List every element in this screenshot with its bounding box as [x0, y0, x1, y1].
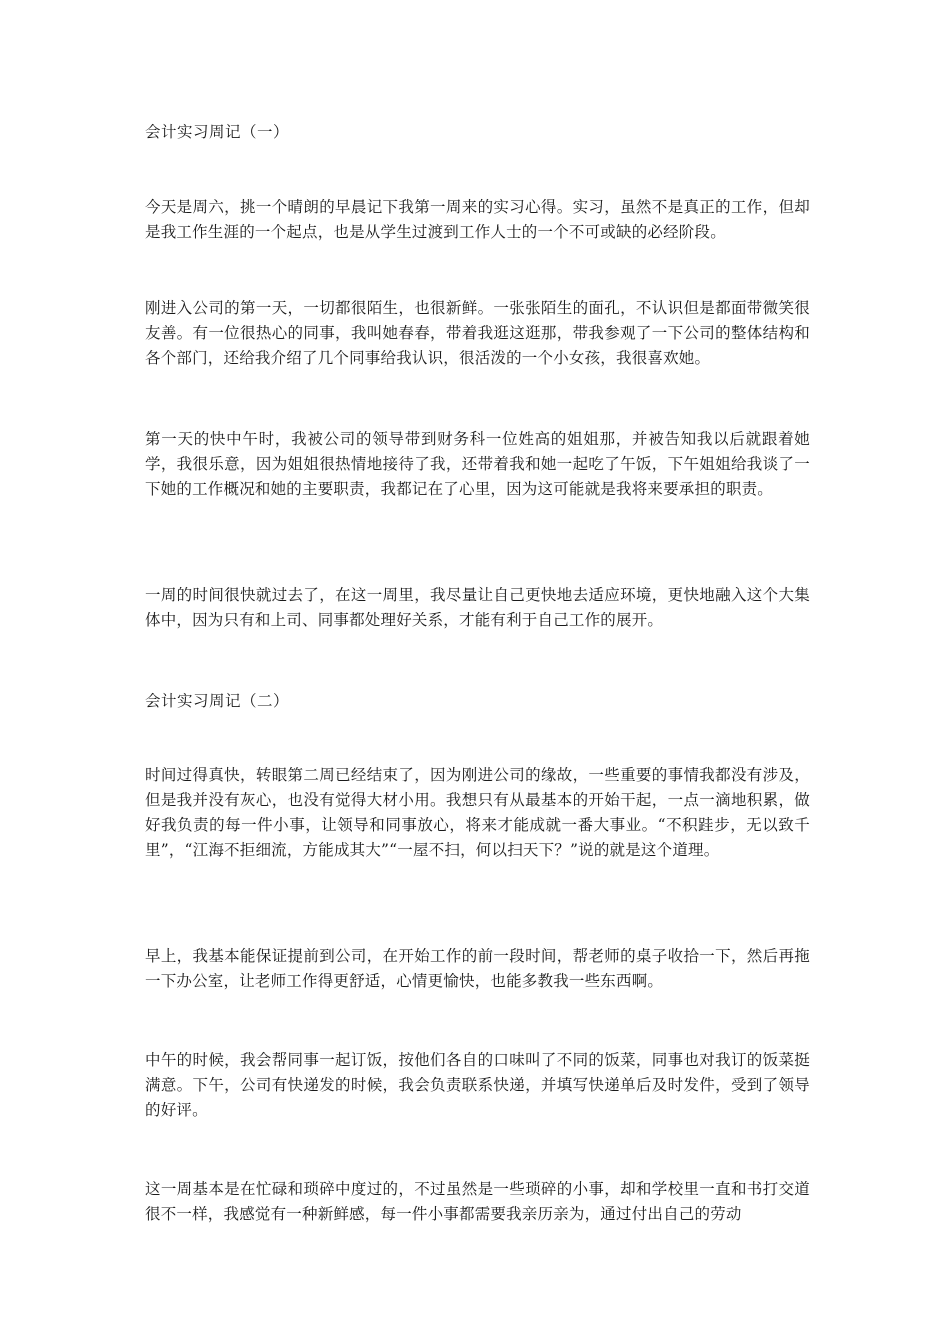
- paragraph-week1-2: 刚进入公司的第一天，一切都很陌生，也很新鲜。一张张陌生的面孔，不认识但是都面带微笑很友善。有一位很热心的同事，我叫她春春，带着我逛这逛那，带我参观了一下公司的整体结构和各个部门，还给我介绍了几个同事给我认识，很活泼的一个小女孩，我很喜欢她。: [145, 299, 810, 367]
- paragraph-week2-1: 时间过得真快，转眼第二周已经结束了，因为刚进公司的缘故，一些重要的事情我都没有涉及，但是我并没有灰心，也没有觉得大材小用。我想只有从最基本的开始干起，一点一滴地积累，做好我负责的每一件小事，让领导和同事放心，将来才能成就一番大事业。“不积跬步，无以致千里”，“江海不拒细流，方能成其大”“一屋不扫，何以扫天下？”说的就是这个道理。: [145, 766, 810, 859]
- paragraph-week2-3: 中午的时候，我会帮同事一起订饭，按他们各自的口味叫了不同的饭菜，同事也对我订的饭菜挺满意。下午，公司有快递发的时候，我会负责联系快递，并填写快递单后及时发件，受到了领导的好评。: [145, 1051, 810, 1119]
- section-title-week-2: 会计实习周记（二）: [145, 692, 290, 710]
- paragraph-week1-1: 今天是周六，挑一个晴朗的早晨记下我第一周来的实习心得。实习，虽然不是真正的工作，但却是我工作生涯的一个起点，也是从学生过渡到工作人士的一个不可或缺的必经阶段。: [145, 198, 810, 241]
- paragraph-week1-3: 第一天的快中午时，我被公司的领导带到财务科一位姓高的姐姐那，并被告知我以后就跟着她学，我很乐意，因为姐姐很热情地接待了我，还带着我和她一起吃了午饭，下午姐姐给我谈了一下她的工作概况和她的主要职责，我都记在了心里，因为这可能就是我将来要承担的职责。: [145, 430, 810, 498]
- paragraph-week1-4: 一周的时间很快就过去了，在这一周里，我尽量让自己更快地去适应环境，更快地融入这个大集体中，因为只有和上司、同事都处理好关系，才能有利于自己工作的展开。: [145, 586, 810, 629]
- section-title-week-1: 会计实习周记（一）: [145, 123, 290, 141]
- paragraph-week2-2: 早上，我基本能保证提前到公司，在开始工作的前一段时间，帮老师的桌子收拾一下，然后再拖一下办公室，让老师工作得更舒适，心情更愉快，也能多教我一些东西啊。: [145, 947, 810, 990]
- paragraph-week2-4: 这一周基本是在忙碌和琐碎中度过的，不过虽然是一些琐碎的小事，却和学校里一直和书打交道很不一样，我感觉有一种新鲜感，每一件小事都需要我亲历亲为，通过付出自己的劳动: [145, 1180, 810, 1223]
